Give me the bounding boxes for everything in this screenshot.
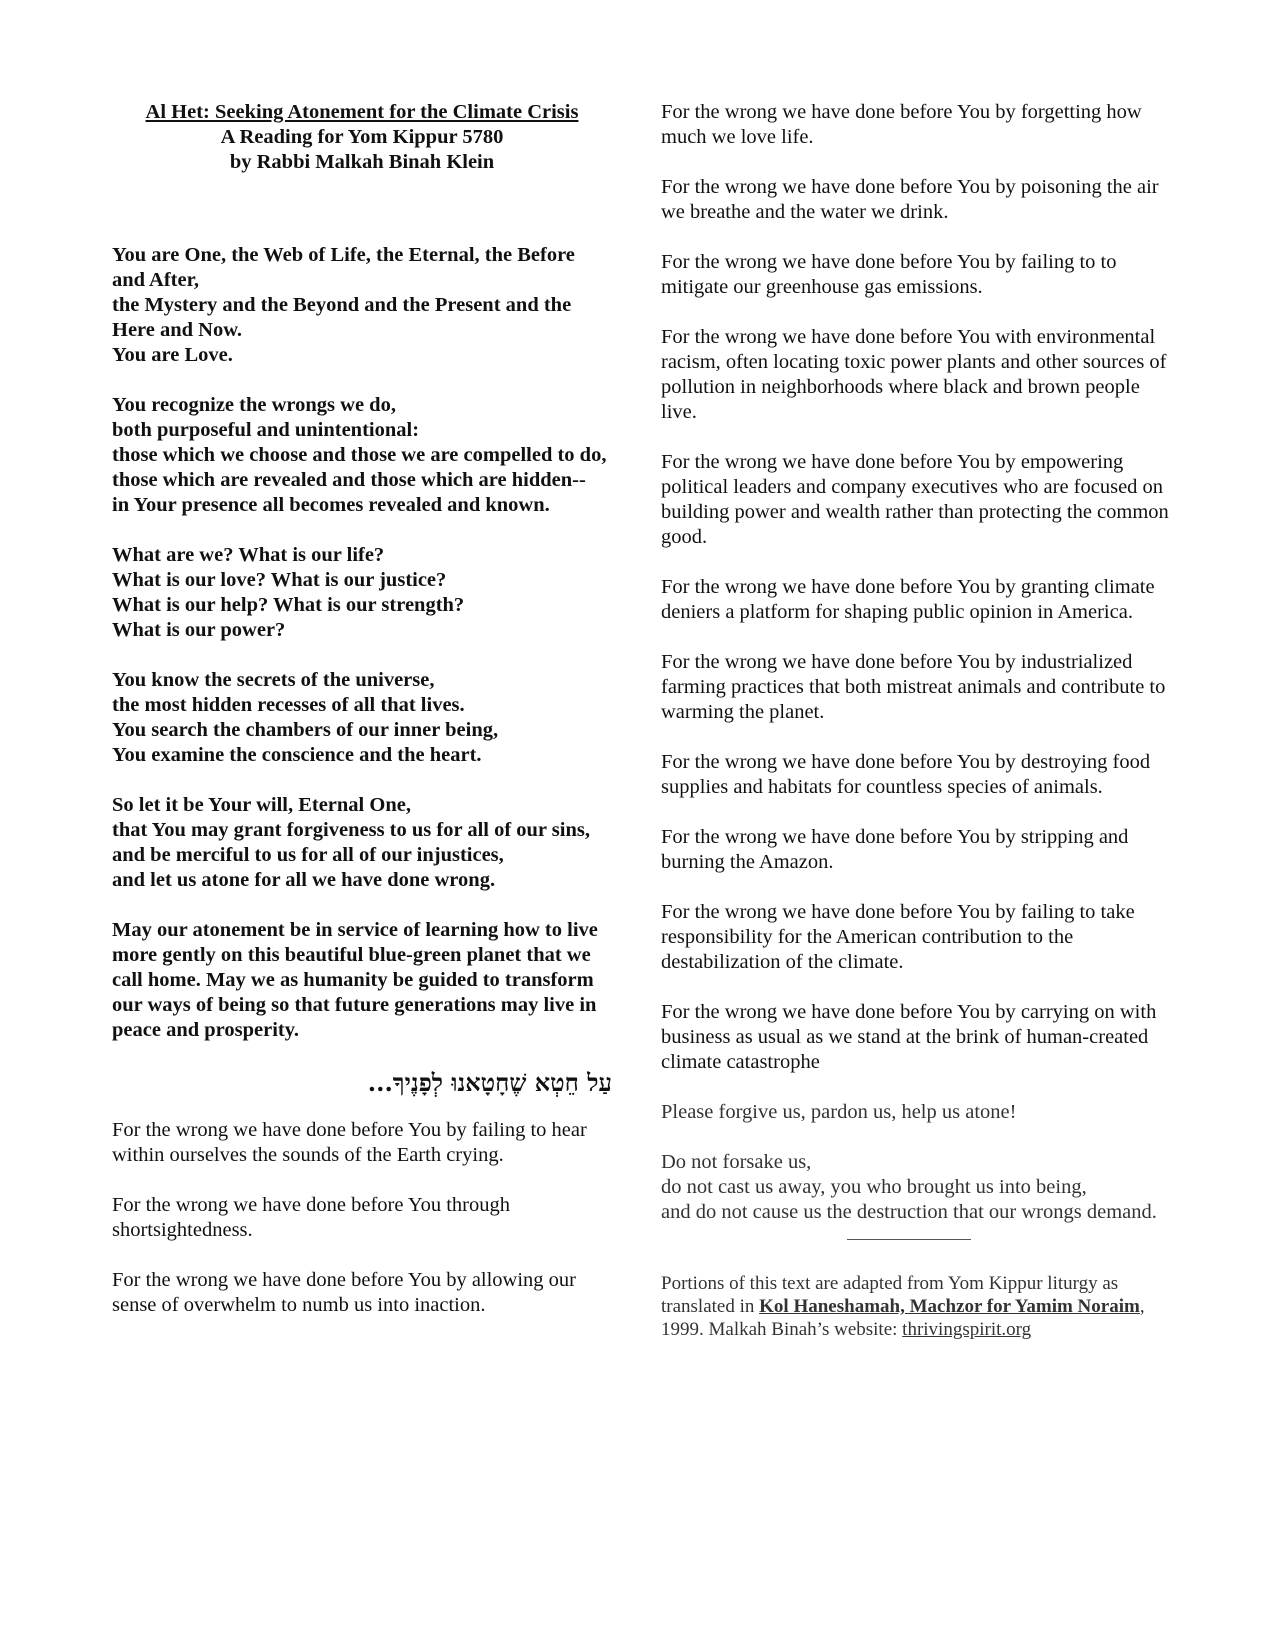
stanza-line: those which are revealed and those which are hidden-- [112,469,586,491]
confession-item: For the wrong we have done before You by failing to take responsibility for the American contribution to the destabilization of the climate. [661,901,1135,973]
stanza-line: in Your presence all becomes revealed and known. [112,494,550,516]
closing-line: and do not cause us the destruction that our wrongs demand. [661,1201,1157,1223]
confession-item: For the wrong we have done before You by granting climate deniers a platform for shaping public opinion in America. [661,576,1155,623]
closing-line: do not cast us away, you who brought us into being, [661,1176,1087,1198]
stanza-line: You search the chambers of our inner being, [112,719,499,741]
confession-item: For the wrong we have done before You by poisoning the air we breathe and the water we drink. [661,176,1159,223]
stanza-line: You recognize the wrongs we do, [112,394,396,416]
divider-rule [847,1239,971,1240]
stanza-line: So let it be Your will, Eternal One, [112,794,411,816]
confession-item: For the wrong we have done before You through shortsightedness. [112,1194,510,1241]
machzor-reference: Kol Haneshamah, Machzor for Yamim Noraim [759,1296,1140,1317]
confession-item: For the wrong we have done before You by destroying food supplies and habitats for countless species of animals. [661,751,1151,798]
stanza-3 [112,543,612,643]
confession-item: For the wrong we have done before You by failing to hear within ourselves the sounds of the Earth crying. [112,1119,587,1166]
stanza-line: the most hidden recesses of all that lives. [112,694,465,716]
header [112,100,612,175]
stanza-6 [112,918,612,1043]
footnote-middle: , 1999. Malkah Binah’s website: [661,1296,1145,1340]
hebrew-al-het-line: עַל חֵטְא שֶׁחָטָאנוּ לְפָנֶיךָ... [367,1068,612,1097]
subtitle: A Reading for Yom Kippur 5780 [220,126,504,148]
footnote-prefix: Portions of this text are adapted from Yom Kippur liturgy as translated in [661,1273,1119,1317]
stanza-line: What are we? What is our life? [112,544,385,566]
stanza-5 [112,793,612,893]
stanza-line: and be merciful to us for all of our injustices, [112,844,504,866]
stanza-1 [112,243,612,368]
confession-item: For the wrong we have done before You with environmental racism, often locating toxic power plants and other sources of pollution in neighborhoods where black and brown people live. [661,326,1167,423]
stanza-line: those which we choose and those we are compelled to do, [112,444,607,466]
stanza-line: You know the secrets of the universe, [112,669,435,691]
closing-line: Do not forsake us, [661,1151,812,1173]
confession-item: For the wrong we have done before You by empowering political leaders and company executives who are focused on building power and wealth rather than protecting the common good. [661,451,1169,548]
stanza-line: What is our help? What is our strength? [112,594,465,616]
stanza-line: the Mystery and the Beyond and the Present and the Here and Now. [112,294,572,341]
stanza-line: You are One, the Web of Life, the Eternal, the Before and After, [112,244,575,291]
footnote [661,1272,1171,1341]
confessions-right [661,100,1171,1225]
stanza-4 [112,668,612,768]
confession-item: For the wrong we have done before You by carrying on with business as usual as we stand at the brink of human-created climate catastrophe [661,1001,1157,1073]
author-line: by Rabbi Malkah Binah Klein [229,151,495,173]
stanza-line: that You may grant forgiveness to us for all of our sins, [112,819,590,841]
confession-item: For the wrong we have done before You by industrialized farming practices that both mistreat animals and contribute to warming the planet. [661,651,1166,723]
confession-item: For the wrong we have done before You by stripping and burning the Amazon. [661,826,1129,873]
confessions-left [112,1118,612,1318]
stanza-line: May our atonement be in service of learning how to live more gently on this beautiful blue-green planet that we call home. May we as humanity be guided to transform our ways of being so that future generations may live in peace and prosperity. [112,919,598,1041]
stanza-line: You are Love. [112,344,233,366]
confession-item: For the wrong we have done before You by forgetting how much we love life. [661,101,1142,148]
confession-item: For the wrong we have done before You by allowing our sense of overwhelm to numb us into inaction. [112,1269,577,1316]
stanza-line: and let us atone for all we have done wrong. [112,869,496,891]
confession-item: For the wrong we have done before You by failing to to mitigate our greenhouse gas emissions. [661,251,1117,298]
stanza-2 [112,393,612,518]
right-column [661,100,1171,1341]
stanza-line: What is our power? [112,619,286,641]
stanza-line: both purposeful and unintentional: [112,419,420,441]
stanza-line: What is our love? What is our justice? [112,569,447,591]
stanza-line: You examine the conscience and the heart. [112,744,482,766]
left-column [112,100,612,1318]
closing-stanza [661,1150,1171,1225]
opening-prayer [112,243,612,1043]
website-link[interactable]: thrivingspirit.org [902,1319,1032,1340]
closing-plea: Please forgive us, pardon us, help us atone! [661,1101,1017,1123]
page-title: Al Het: Seeking Atonement for the Climate Crisis [145,101,579,123]
